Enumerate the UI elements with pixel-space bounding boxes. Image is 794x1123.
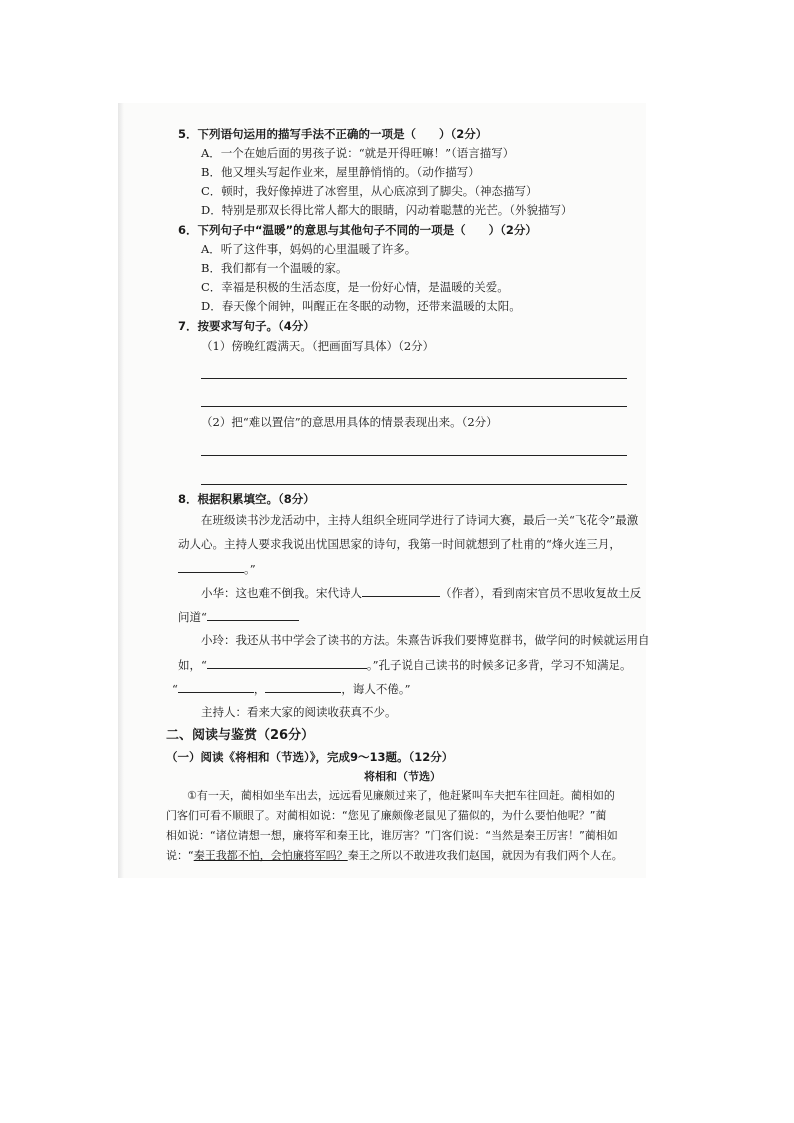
q8-paragraph3-line2-text-b: 。”孔子说自己读书的时候多记多背，学习不知满足。: [366, 658, 632, 672]
q7-part2-answer-line-2: [201, 484, 627, 485]
q8-paragraph2-text-b: （作者），看到南宋官员不思收复故土反: [440, 586, 642, 600]
q7-part2-answer-line-1: [201, 455, 627, 456]
q7-part2: （2）把“难以置信”的意思用具体的情景表现出来。（2分）: [201, 415, 498, 429]
q8-paragraph3-line1: 小玲：我还从书中学会了读书的方法。朱熹告诉我们要博览群书，做学问的时候就运用自: [201, 633, 650, 647]
q6-stem: 6．下列句子中“温暖”的意思与其他句子不同的一项是（ ）（2分）: [178, 223, 537, 237]
q8-paragraph4: 主持人：看来大家的阅读收获真不少。: [201, 705, 397, 719]
q5-stem: 5．下列语句运用的描写手法不正确的一项是（ ）（2分）: [178, 127, 488, 141]
passage-line-4-text-a: 说：“: [166, 849, 194, 862]
q8-stem: 8．根据积累填空。（8分）: [178, 492, 315, 506]
q5-option-d: D．特别是那双长得比常人都大的眼睛，闪动着聪慧的光芒。（外貌描写）: [201, 203, 573, 217]
q7-part1: （1）傍晚红霞满天。（把画面写具体）（2分）: [201, 339, 435, 353]
q8-paragraph2-line2-text: 问道“: [178, 610, 207, 624]
q6-option-a: A．听了这件事，妈妈的心里温暖了许多。: [201, 242, 417, 256]
q7-part1-answer-line-1: [201, 378, 627, 379]
section2-title: 二、阅读与鉴赏（26分）: [166, 728, 315, 743]
q8-paragraph2-line1: [201, 585, 641, 600]
q5-option-b: B．他又埋头写起作业来，屋里静悄悄的。（动作描写）: [201, 165, 480, 179]
passage-line-1: ①有一天，蔺相如坐车出去，远远看见廉颇过来了，他赶紧叫车夫把车往回赶。蔺相如的: [187, 789, 615, 802]
passage-line-4-text-b: 秦王之所以不敢进攻我们赵国，就因为有我们两个人在。: [347, 849, 623, 862]
q8-paragraph3-line3: [172, 681, 411, 696]
q7-stem: 7．按要求写句子。（4分）: [178, 319, 315, 333]
fill-blank[interactable]: [207, 609, 299, 621]
q7-part1-answer-line-2: [201, 406, 627, 407]
scan-edge-shadow: [118, 103, 124, 878]
passage-line-4: [166, 849, 623, 863]
passage-line-2: 门客们可看不顺眼了。对蔺相如说：“您见了廉颇像老鼠见了猫似的，为什么要怕他呢？”蔺: [166, 809, 607, 822]
q8-paragraph2-line2: [178, 609, 299, 624]
q8-paragraph2-text-a: 小华：这也难不倒我。宋代诗人: [201, 586, 362, 600]
q8-paragraph1-line3-end: 。”: [244, 562, 256, 576]
q8-paragraph1-line2: 动人心。主持人要求我说出忧国思家的诗句，我第一时间就想到了杜甫的“烽火连三月，: [178, 537, 621, 551]
fill-blank[interactable]: [178, 681, 254, 693]
fill-blank[interactable]: [265, 681, 341, 693]
q8-paragraph3-line3-text-c: ，诲人不倦。”: [341, 682, 411, 696]
q5-option-a: A．一个在她后面的男孩子说：“就是开得旺嘛！”（语言描写）: [201, 146, 515, 160]
q8-paragraph3-line2-text-a: 如，“: [178, 658, 207, 672]
q8-paragraph3-line3-text-a: “: [172, 682, 178, 696]
fill-blank[interactable]: [362, 585, 440, 597]
q6-option-d: D．春天像个闹钟，叫醒正在冬眠的动物，还带来温暖的太阳。: [201, 299, 521, 313]
section2-part1-heading: （一）阅读《将相和（节选）》，完成9～13题。（12分）: [166, 750, 454, 764]
q8-paragraph3-line3-text-b: ，: [253, 682, 266, 696]
fill-blank[interactable]: [207, 657, 367, 669]
q8-paragraph3-line2: [178, 657, 632, 672]
q8-paragraph1-line3: [178, 561, 256, 576]
passage-underlined-sentence: 秦王我都不怕，会怕廉将军吗？: [193, 849, 348, 862]
fill-blank[interactable]: [178, 561, 244, 573]
q5-option-c: C．顿时，我好像掉进了冰窖里，从心底凉到了脚尖。（神态描写）: [201, 184, 538, 198]
q6-option-b: B．我们都有一个温暖的家。: [201, 261, 348, 275]
q8-paragraph1-line1: 在班级读书沙龙活动中，主持人组织全班同学进行了诗词大赛，最后一关“飞花令”最激: [201, 513, 639, 527]
passage-title: 将相和（节选）: [364, 770, 441, 783]
passage-line-3: 相如说：“诸位请想一想，廉将军和秦王比，谁厉害？”门客们说：“当然是秦王厉害！”蔺相如: [166, 829, 618, 842]
q6-option-c: C．幸福是积极的生活态度，是一份好心情，是温暖的关爱。: [201, 280, 509, 294]
